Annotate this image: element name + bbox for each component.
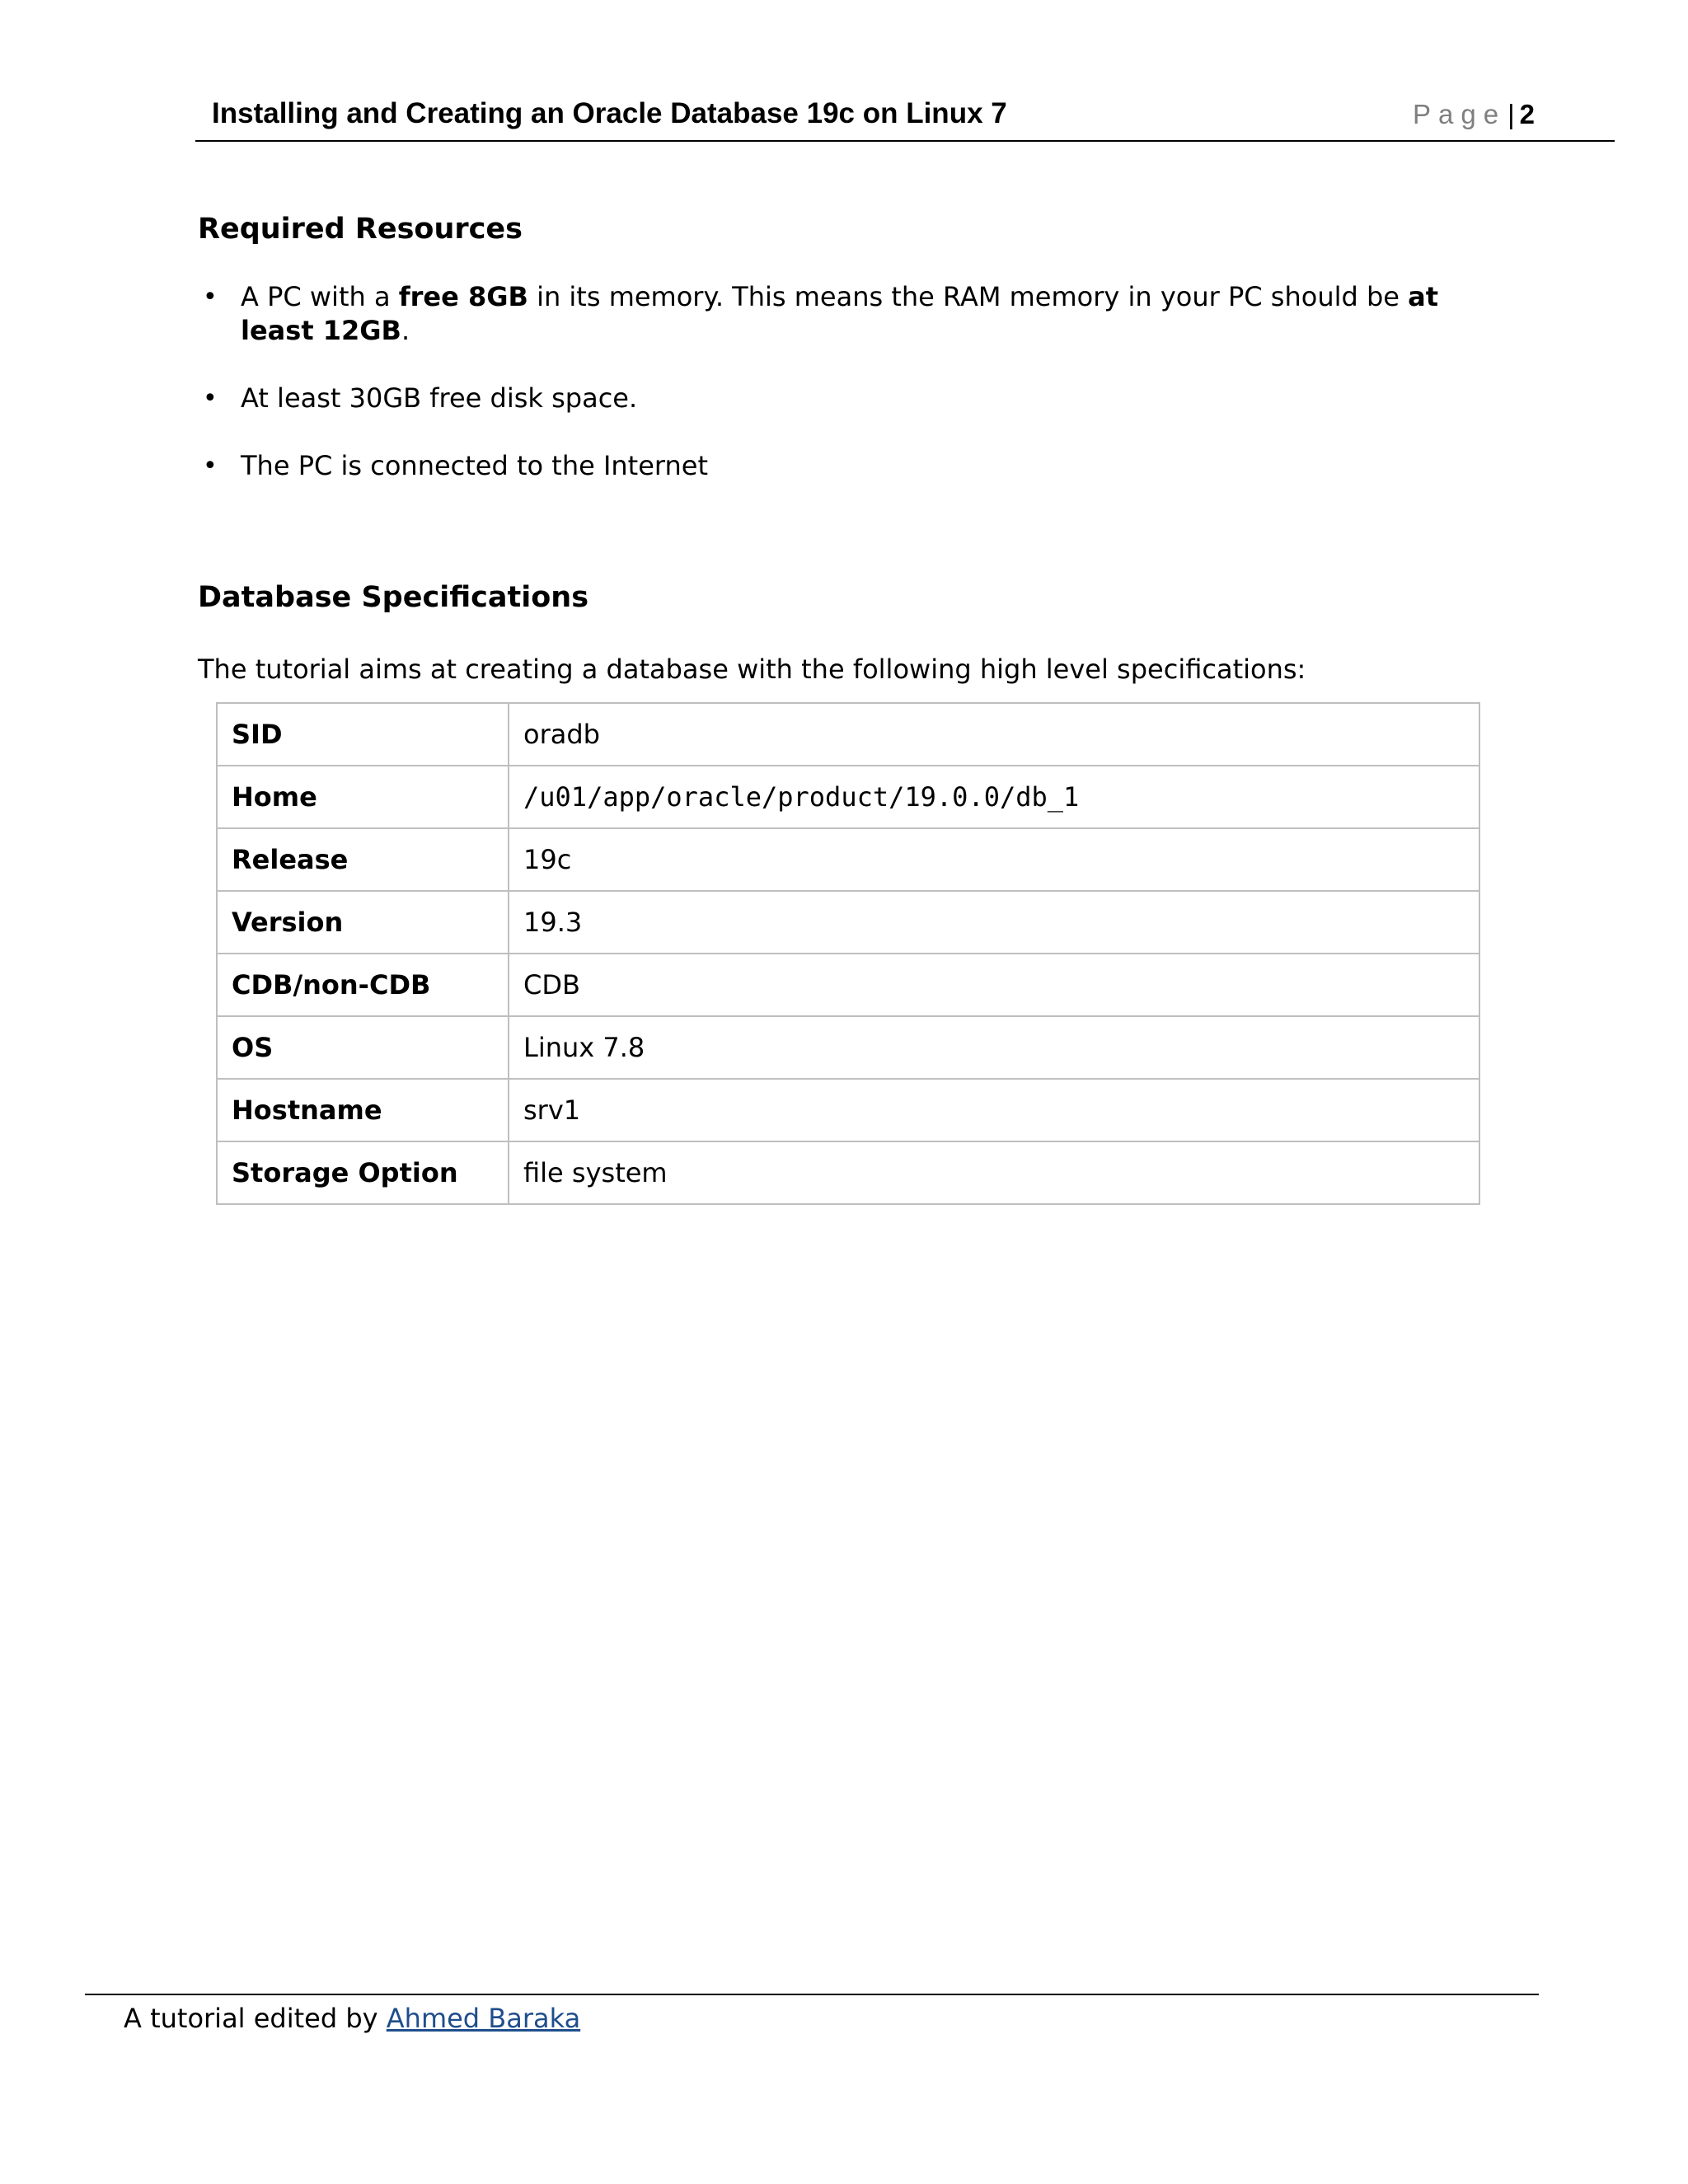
required-resources-heading: Required Resources <box>198 213 523 246</box>
list-item-bold: free 8GB <box>398 281 528 312</box>
list-item <box>198 449 1517 483</box>
spec-value: Linux 7.8 <box>509 1016 1479 1079</box>
spec-key: CDB/non-CDB <box>217 954 509 1016</box>
spec-value: 19c <box>509 828 1479 891</box>
table-row <box>217 703 1479 766</box>
page-number: 2 <box>1519 99 1535 129</box>
table-row <box>217 1079 1479 1141</box>
required-resources-list <box>198 280 1517 517</box>
author-link[interactable]: Ahmed Baraka <box>386 2003 581 2034</box>
spec-value: /u01/app/oracle/product/19.0.0/db_1 <box>509 766 1479 828</box>
bullet-icon: • <box>203 384 218 413</box>
database-specifications-intro: The tutorial aims at creating a database with the following high level specifications: <box>198 654 1306 685</box>
table-row <box>217 954 1479 1016</box>
spec-value: srv1 <box>509 1079 1479 1141</box>
table-row <box>217 828 1479 891</box>
bullet-icon: • <box>203 283 218 312</box>
document-title: Installing and Creating an Oracle Database 19c on Linux 7 <box>212 97 1007 129</box>
spec-key: Hostname <box>217 1079 509 1141</box>
list-item <box>198 280 1517 348</box>
footer-text: A tutorial edited by <box>124 2003 387 2034</box>
list-item-text: . <box>401 315 410 346</box>
spec-key: OS <box>217 1016 509 1079</box>
table-row <box>217 891 1479 954</box>
spec-key: SID <box>217 703 509 766</box>
spec-key: Version <box>217 891 509 954</box>
table-row <box>217 1016 1479 1079</box>
list-item-bold: at least 12GB <box>241 281 1439 346</box>
table-row <box>217 766 1479 828</box>
list-item-text: A PC with a <box>241 281 399 312</box>
spec-key: Home <box>217 766 509 828</box>
page-label: Page <box>1412 99 1507 129</box>
spec-key: Storage Option <box>217 1141 509 1204</box>
spec-value: file system <box>509 1141 1479 1204</box>
list-item-text: At least 30GB free disk space. <box>241 382 638 414</box>
page-footer <box>124 2003 580 2034</box>
spec-value: 19.3 <box>509 891 1479 954</box>
page-separator: | <box>1507 99 1515 129</box>
list-item <box>198 382 1517 415</box>
spec-key: Release <box>217 828 509 891</box>
footer-divider <box>85 1994 1539 1995</box>
page-header <box>195 92 1615 142</box>
page-indicator <box>1413 99 1535 130</box>
list-item-text: in its memory. This means the RAM memory in your PC should be <box>528 281 1409 312</box>
bullet-icon: • <box>203 452 218 480</box>
spec-value: CDB <box>509 954 1479 1016</box>
specifications-table <box>216 702 1480 1205</box>
list-item-text: The PC is connected to the Internet <box>241 450 709 481</box>
spec-value: oradb <box>509 703 1479 766</box>
table-row <box>217 1141 1479 1204</box>
database-specifications-heading: Database Specifications <box>198 581 589 614</box>
